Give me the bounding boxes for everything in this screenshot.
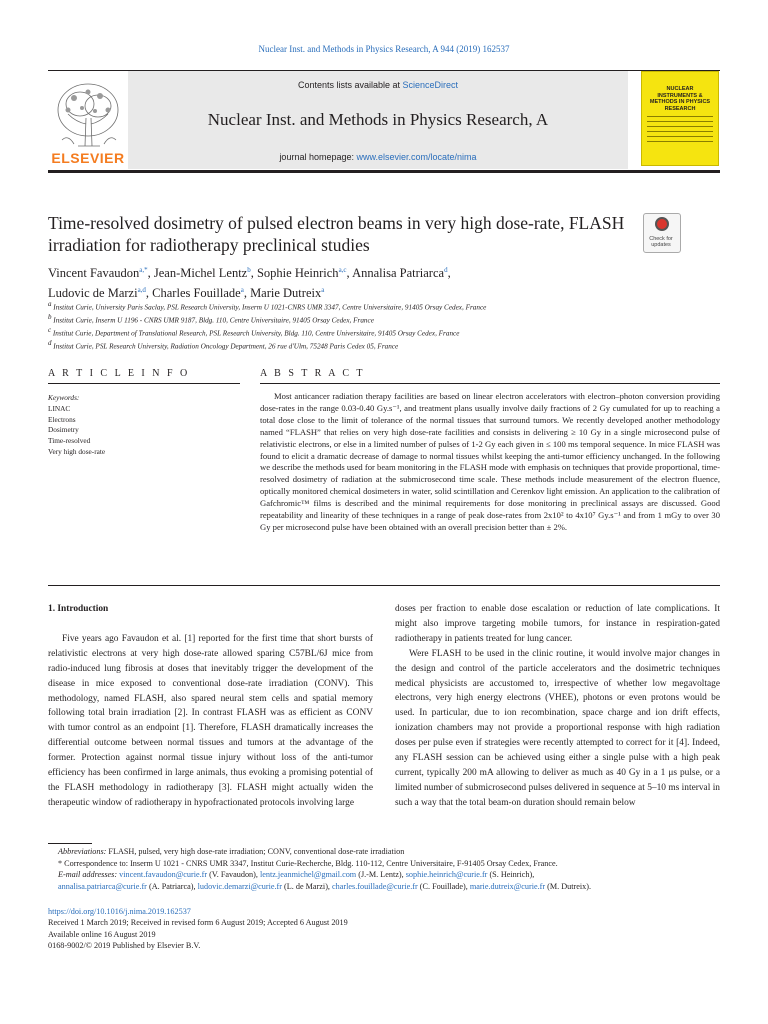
author-name: Vincent Favaudon — [48, 266, 140, 281]
email-link[interactable]: charles.fouillade@curie.fr — [332, 881, 418, 891]
journal-cover-title — [647, 86, 713, 142]
homepage-prefix: journal homepage: — [279, 152, 357, 162]
cover-title-text: NUCLEAR INSTRUMENTS & METHODS IN PHYSICS RESEARCH — [649, 86, 711, 112]
author-name: Annalisa Patriarca — [352, 266, 445, 281]
email-owner: (V. Favaudon), — [207, 870, 260, 880]
keyword: LINAC — [48, 403, 71, 413]
affiliation-text: Institut Curie, PSL Research University, Radiation Oncology Department, 26 rue d'Ulm, 75248 Paris Cedex 05, France — [53, 342, 399, 351]
cover-decoration — [647, 116, 713, 142]
affiliation-marker: a — [48, 300, 52, 308]
body-column-left — [48, 602, 373, 811]
email-owner: (L. de Marzi), — [282, 881, 333, 891]
author-separator: , — [250, 266, 257, 281]
contents-line — [128, 80, 628, 90]
publication-info — [48, 906, 720, 952]
author-name: Jean-Michel Lentz — [153, 266, 248, 281]
author-name: Sophie Heinrich — [256, 266, 339, 281]
email-link[interactable]: annalisa.patriarca@curie.fr — [58, 881, 147, 891]
author-separator: , — [147, 266, 154, 281]
paragraph: doses per fraction to enable dose escalation or reduction of late complications. It might also improve targeting mobile tumors, for instance in respiration-gated radiotherapy in patients treated for lung cancer. — [395, 604, 720, 644]
running-header[interactable]: Nuclear Inst. and Methods in Physics Research, A 944 (2019) 162537 — [258, 44, 510, 54]
author-affiliation-marker[interactable]: a,d — [137, 286, 146, 295]
author-affiliation-marker[interactable]: d — [444, 266, 448, 274]
author-list — [48, 262, 648, 302]
email-link[interactable]: vincent.favaudon@curie.fr — [119, 870, 208, 880]
article-info-rule — [48, 383, 240, 384]
abstract-heading: A B S T R A C T — [260, 368, 366, 379]
affiliation — [48, 313, 728, 326]
header-top-rule — [48, 70, 720, 71]
footnotes — [48, 846, 720, 892]
body-column-right — [395, 602, 720, 811]
affiliation-list — [48, 300, 728, 352]
author-name: Ludovic de Marzi — [48, 286, 138, 301]
affiliation-marker: c — [48, 325, 52, 334]
keywords-block — [48, 393, 238, 458]
abstract-text: Most anticancer radiation therapy facilities are based on linear electron accelerators with electron–photon conversion providing dose-rates in the range 0.03-0.40 Gy.s⁻¹, and treatment plans usually involve daily fractions of 2 Gy cumulated for up to reaching a total dose close to the limit of tolerance of the normal tissues that surround tumors. We recently developed another methodology named “FLASH” that relies on very high dose-rate facilities and consists in delivering ≥ 10 Gy in a single microsecond pulse of relativistic electrons, or else in a limited number of pulses of 1-2 Gy each given in ≤ 100 ms temporal sequence. In mice FLASH was found to elicit a dramatic decrease of damage to normal tissues whilst keeping the anti-tumor efficiency unchanged. In the following we describe the methods used for beam monitoring in the FLASH mode with emphasis on techniques that provide proportional, time-resolved dosimetry of radiation at the submicrosecond time scale. These methods include measurement of the electron fluence, optically monitored chemical dosimeters in water, solid scintillation and Cerenkov light emission. An application to the calibration of Gafchromic™ films is described and the minimal requirements for dose monitoring in preclinical assays are discussed. Good repeatability and linearity of these techniques in a range of peak dose-rates from 2x10² to 4x10⁷ Gy.s⁻¹ and from 1 mGy to over 30 Gy per microsecond pulse have been obtained with an overall precision better than ± 2%. — [260, 391, 720, 532]
abstract-body — [260, 391, 720, 534]
affiliation-text: Institut Curie, University Paris Saclay, PSL Research University, Inserm U 1021-CNRS UMR 3347, Centre Universitaire, 91405 Orsay Cedex, France — [53, 303, 487, 312]
keywords-label: Keywords: — [48, 393, 80, 402]
affiliation-text: Institut Curie, Inserm U 1196 - CNRS UMR 9187, Bldg. 110, Centre Universitaire, 91405 Orsay Cedex, France — [53, 316, 374, 325]
paragraph: Were FLASH to be used in the clinic routine, it would involve major changes in the design and control of the particle accelerators and the dosimetric techniques medical physicists are accustomed to, irrespective of whether low megavoltage electrons, very high energy electrons (VHEE), photons or even protons would be used. In particular, due to ion recombination, space charge and ion drift effects, ionization chambers may not provide a proportional response with high radiation doses per pulse even if strategies were recently attempted to correct for it [4]. Indeed, any FLASH session can be achieved using either a single pulse with a high peak current, typically 200 mA allowing to deliver as much as 40 Gy in a 1 μs pulse, or a limited number of submicrosecond pulses delivered in sequence at 5–10 ms interval in such a way that the total beam-on duration should remain below — [395, 648, 720, 808]
keyword: Time-resolved — [48, 436, 91, 446]
author-separator: , — [447, 266, 451, 281]
contents-prefix: Contents lists available at — [297, 80, 403, 90]
author-affiliation-marker[interactable]: a — [321, 286, 325, 295]
author-affiliation-marker[interactable]: a,c — [338, 266, 347, 274]
affiliation-text: Institut Curie, Department of Translational Research, PSL Research University, Bldg. 110, Centre Universitaire, 91405 Orsay Cedex, France — [52, 329, 460, 338]
journal-title: Nuclear Inst. and Methods in Physics Research, A — [207, 110, 549, 129]
abbreviations-text: FLASH, pulsed, very high dose-rate irradiation; CONV, conventional dose-rate irradiation — [106, 847, 405, 856]
author-separator: , — [346, 266, 353, 281]
affiliation — [48, 339, 728, 352]
email-owner: (C. Fouillade), — [417, 881, 470, 891]
correspondence-text: Correspondence to: Inserm U 1021 - CNRS UMR 3347, Institut Curie-Recherche, Bldg. 110-112, Centre Universitaire, F-91405 Orsay Cedex, France. — [64, 858, 558, 868]
abstract-bottom-rule — [48, 585, 720, 586]
section-heading-introduction: 1. Introduction — [48, 604, 109, 614]
available-online: Available online 16 August 2019 — [48, 929, 156, 939]
correspondence-footnote: * Correspondence to: Inserm U 1021 - CNRS UMR 3347, Institut Curie-Recherche, Bldg. 110-112, Centre Universitaire, F-91405 Orsay Cedex, France. — [58, 858, 558, 868]
article-info-heading: A R T I C L E I N F O — [48, 368, 190, 379]
email-link[interactable]: lentz.jeanmichel@gmail.com — [259, 870, 357, 880]
author-separator: , — [243, 286, 251, 301]
author-affiliation-marker[interactable]: b — [247, 266, 251, 274]
author-name: Marie Dutreix — [250, 286, 322, 301]
author-affiliation-marker[interactable]: a — [240, 286, 244, 295]
email-link[interactable]: ludovic.demarzi@curie.fr — [197, 881, 282, 891]
abbreviations-footnote — [48, 846, 720, 858]
journal-homepage — [128, 152, 628, 162]
article-title: Time-resolved dosimetry of pulsed electron beams in very high dose-rate, FLASH irradiation for radiotherapy preclinical studies — [48, 213, 625, 255]
email-owner: (S. Heinrich), — [487, 870, 535, 880]
author-affiliation-marker[interactable]: a,* — [139, 266, 148, 274]
abbreviations-label: Abbreviations: — [58, 847, 107, 856]
keyword: Dosimetry — [48, 425, 79, 435]
email-owner: (M. Dutreix). — [545, 881, 592, 891]
email-owner: (A. Patriarca), — [146, 881, 198, 891]
homepage-link[interactable]: www.elsevier.com/locate/nima — [356, 152, 477, 162]
sciencedirect-link[interactable]: ScienceDirect — [402, 80, 459, 90]
elsevier-wordmark: ELSEVIER — [51, 150, 125, 166]
received-dates: Received 1 March 2019; Received in revised form 6 August 2019; Accepted 6 August 2019 — [48, 918, 348, 928]
keyword: Electrons — [48, 414, 76, 424]
email-owner: (J.-M. Lentz), — [356, 870, 406, 880]
affiliation — [48, 300, 728, 313]
author-name: Charles Fouillade — [152, 286, 241, 301]
paragraph: Five years ago Favaudon et al. [1] reported for the first time that short bursts of relativistic electrons at very high dose-rate allowed sparing C57BL/6J mice from radio-induced lung fibrosis at doses that inevitably trigger the development of the disease in mice exposed to conventional dose-rate irradiation (CONV). This methodology, named FLASH, also spared neural stem cells and spatial memory following total brain irradiation [2]. In contrast FLASH was as efficient as CONV with tumor control as an endpoint [1]. Therefore, FLASH dramatically increases the differential outcome between normal tissues and tumors at the advantage of the former. Protection against normal tissue injury without loss of the anti-tumor efficiency has been confirmed in large animals, thus evoking a promising potential of the FLASH methodology in radiotherapy [3]. FLASH might actually widen the therapeutic window of radiotherapy in hypofractionated protocols involving large — [48, 633, 373, 808]
affiliation-marker: b — [48, 312, 52, 321]
abstract-rule — [260, 383, 720, 384]
copyright: 0168-9002/© 2019 Published by Elsevier B.V. — [48, 941, 201, 951]
footnote-rule — [48, 843, 92, 844]
email-footnote — [48, 869, 720, 892]
header-bottom-rule — [48, 170, 720, 173]
email-link[interactable]: marie.dutreix@curie.fr — [469, 881, 546, 891]
keyword: Very high dose-rate — [48, 446, 106, 456]
author-separator: , — [145, 286, 153, 301]
affiliation-marker: d — [48, 338, 52, 347]
email-link[interactable]: sophie.heinrich@curie.fr — [405, 870, 488, 880]
crossmark-label: Check for updates — [649, 236, 673, 248]
doi-link[interactable]: https://doi.org/10.1016/j.nima.2019.162537 — [48, 907, 191, 916]
affiliation — [48, 326, 728, 339]
crossmark-icon — [655, 217, 669, 231]
email-label: E-mail addresses: — [58, 870, 118, 880]
